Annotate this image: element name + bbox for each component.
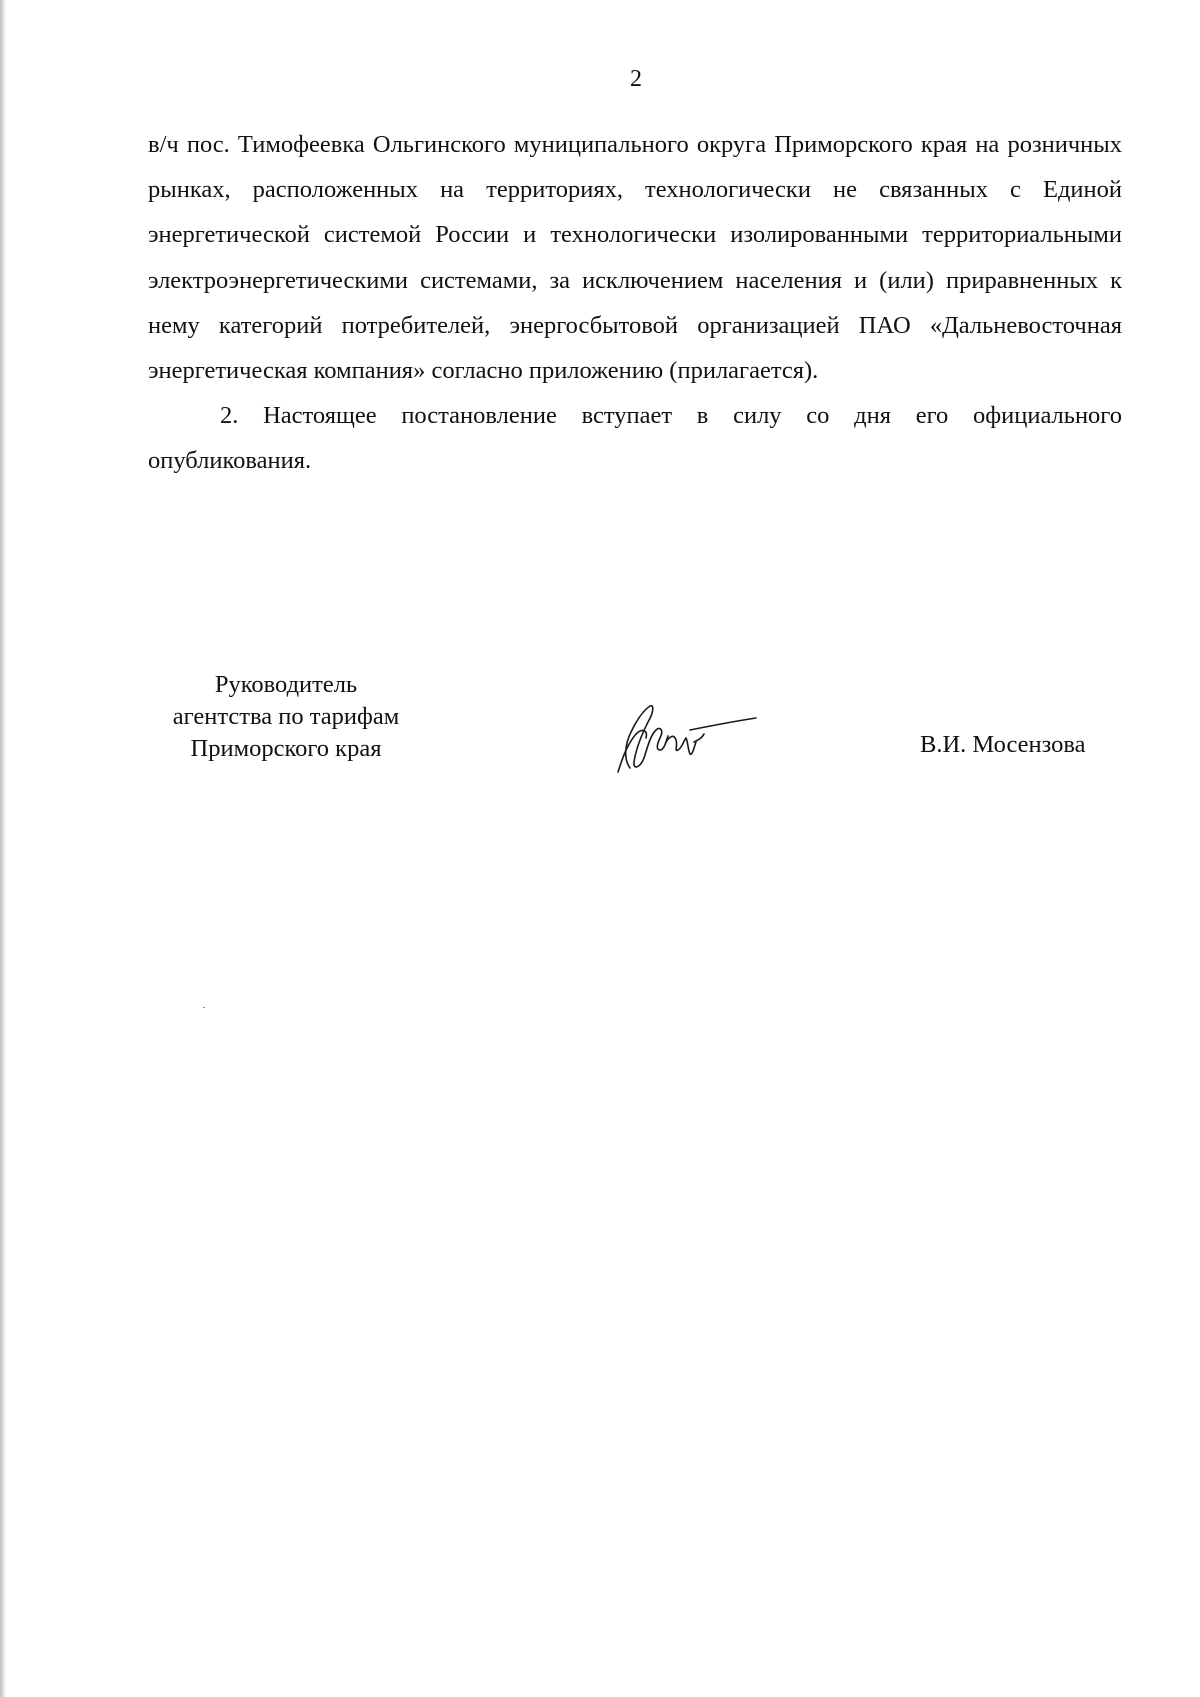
paragraph-effective-date: 2. Настоящее постановление вступает в силу со дня его официального опубликования. (148, 402, 1122, 475)
scan-speck (203, 1007, 205, 1008)
document-body (148, 122, 1122, 484)
position-line-2: агентства по тарифам (172, 703, 400, 730)
scan-edge-shadow (0, 0, 6, 1697)
signatory-name: В.И. Мосензова (920, 731, 1086, 758)
page-number: 2 (630, 66, 642, 92)
handwritten-signature (610, 690, 760, 780)
paragraph-continuation: в/ч пос. Тимофеевка Ольгинского муниципального округа Приморского края на розничных рынках, расположенных на территориях, технологически не связанных с Единой энергетической системой России и технологически изолированными территориальными электроэнергетическими системами, за исключением населения и (или) приравненных к нему категорий потребителей, энергосбытовой организацией ПАО «Дальневосточная энергетическая компания» согласно приложению (прилагается). (148, 131, 1122, 385)
signatory-position (136, 669, 436, 765)
position-line-3: Приморского края (190, 735, 382, 762)
position-line-1: Руководитель (214, 671, 358, 698)
